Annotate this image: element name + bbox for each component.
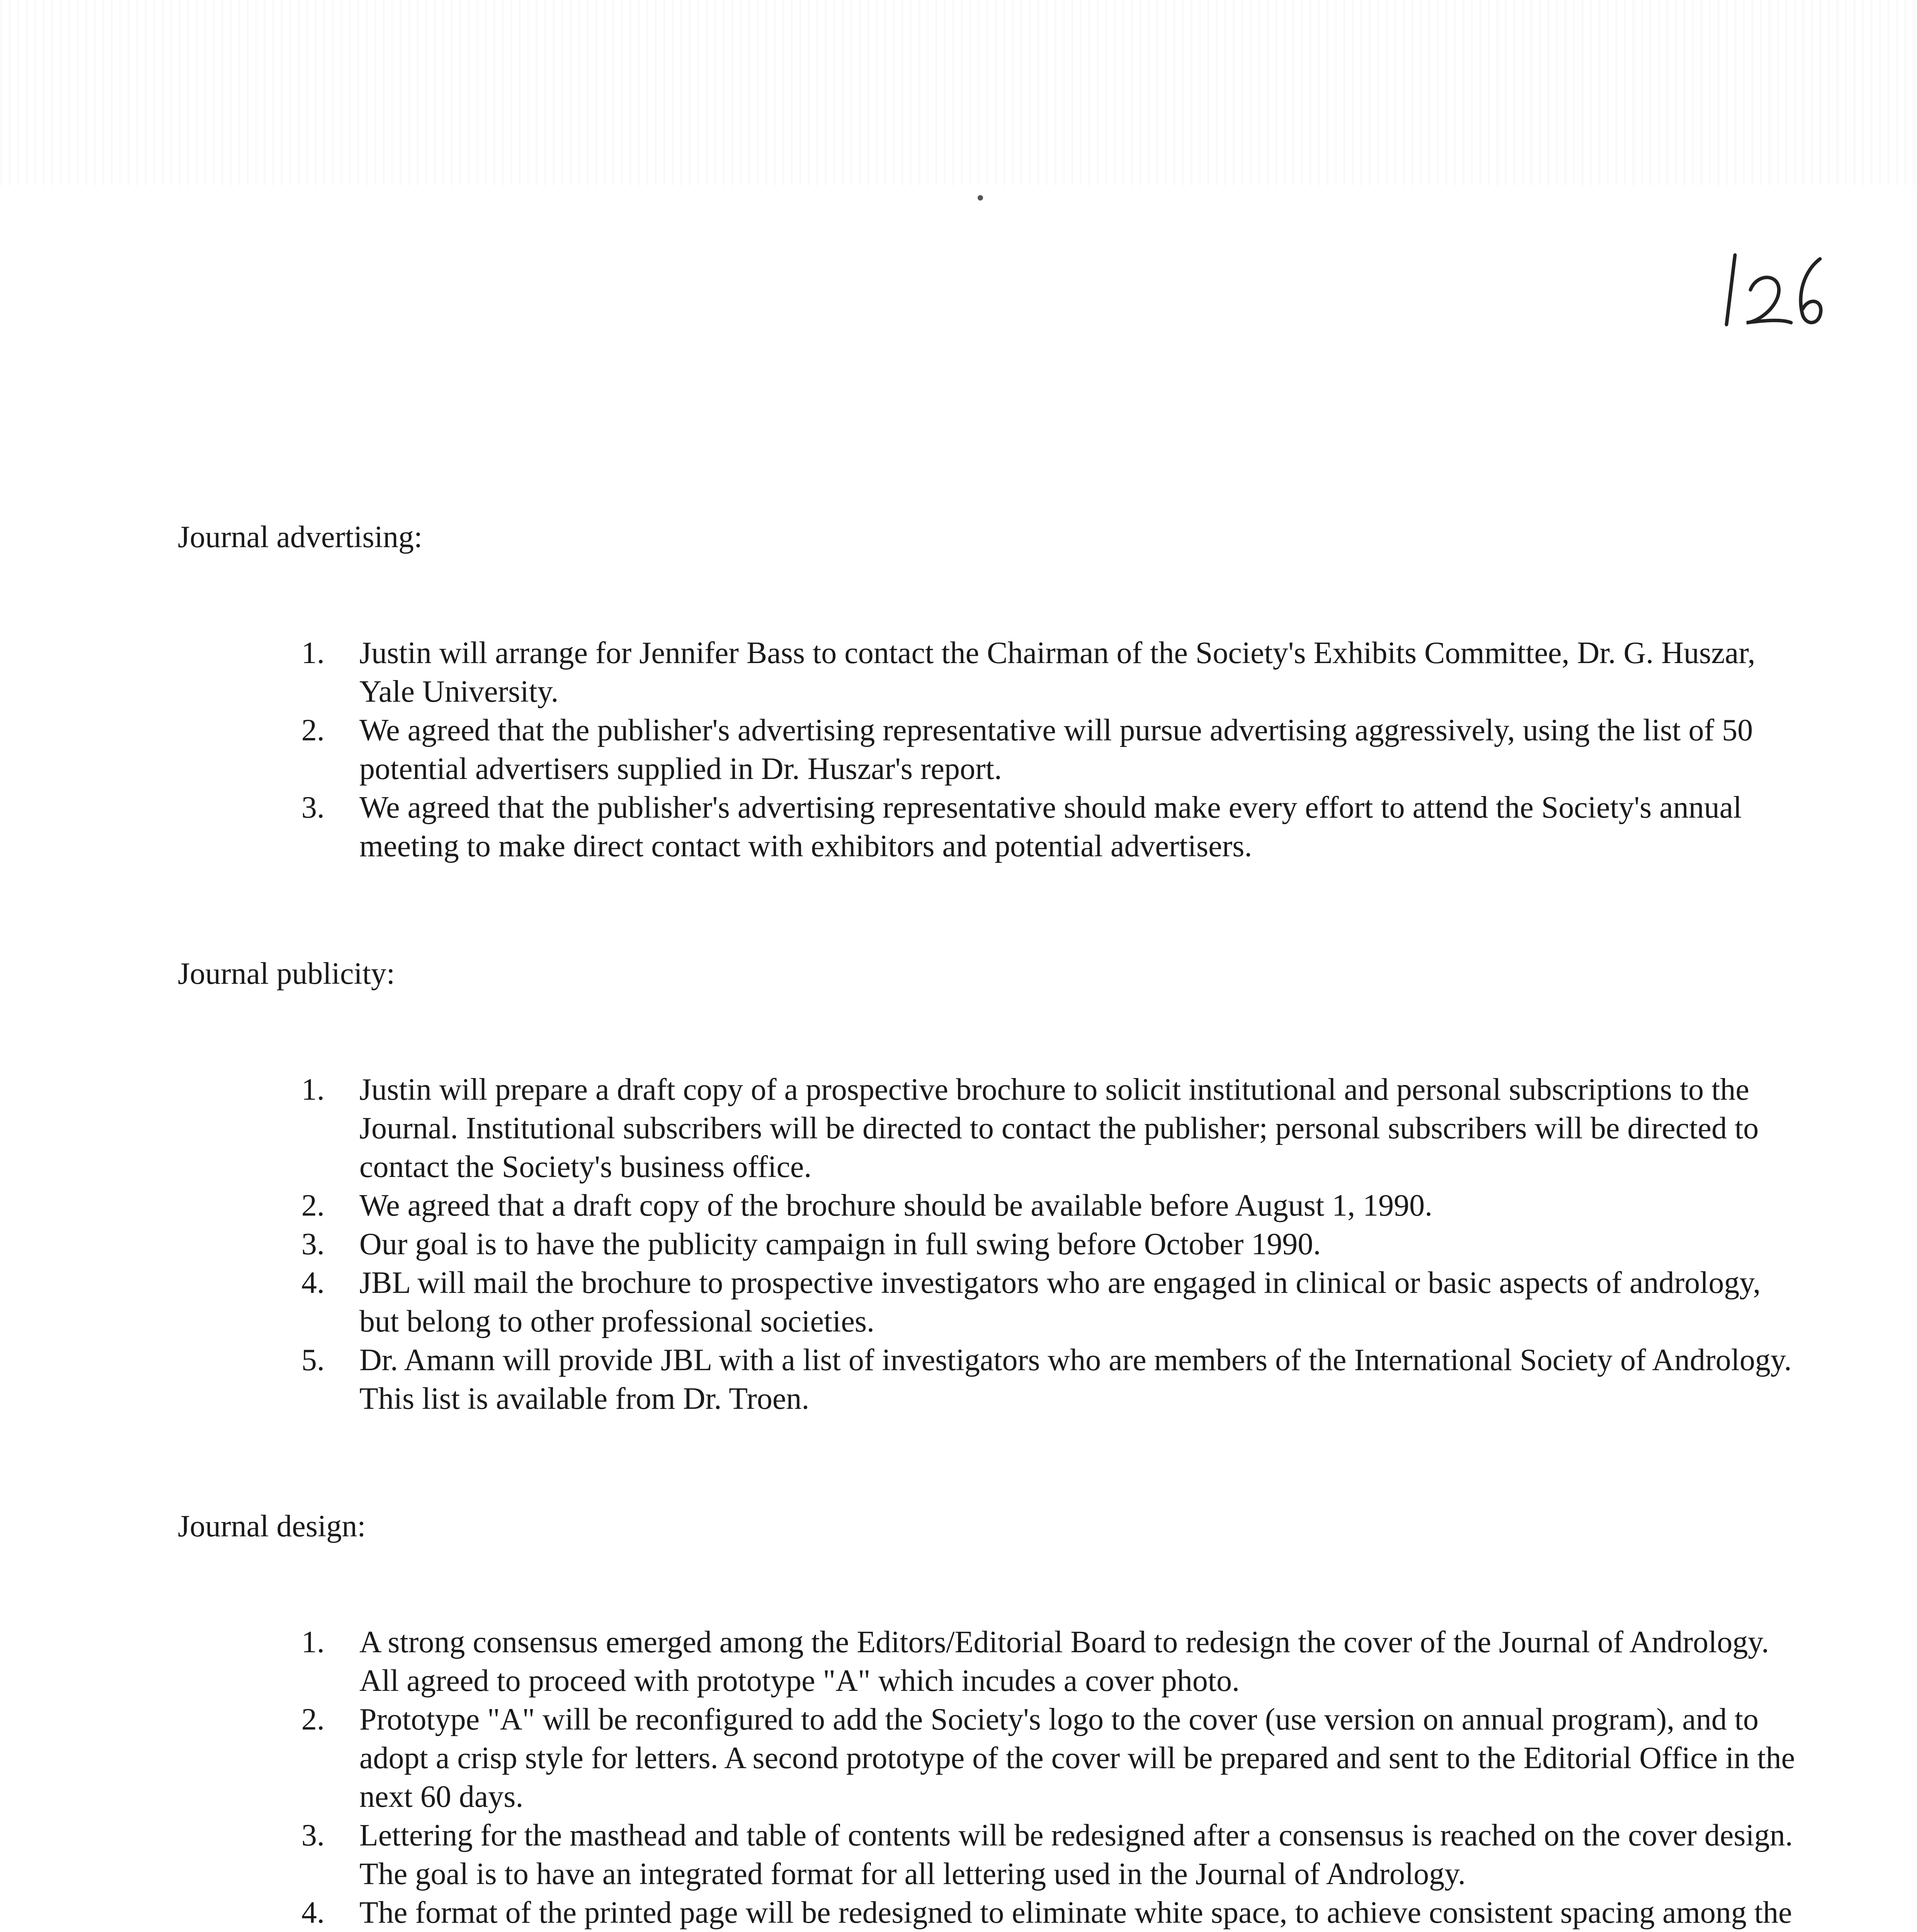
list-item (178, 1341, 1801, 1418)
item-text: Justin will arrange for Jennifer Bass to contact the Chairman of the Society's Exhibits Committee, Dr. G. Huszar, Yale University. (359, 636, 1755, 709)
scan-speck (978, 195, 983, 201)
handwritten-page-number (1723, 247, 1824, 332)
item-text: We agreed that the publisher's advertising representative should make every effort to attend the Society's annual meeting to make direct contact with exhibitors and potential advertisers. (359, 791, 1742, 863)
list-item (178, 1700, 1801, 1816)
list-item (178, 1070, 1801, 1186)
item-text: Lettering for the masthead and table of contents will be redesigned after a consensus is reached on the cover design. The goal is to have an integrated format for all lettering used in the Journal of Andrology. (359, 1818, 1793, 1891)
section-heading: Journal advertising: (178, 520, 423, 554)
item-text: We agreed that a draft copy of the brochure should be available before August 1, 1990. (359, 1189, 1433, 1223)
item-number: 4. (301, 1266, 325, 1300)
section-journal-publicity (178, 954, 1801, 1418)
item-number: 2. (301, 713, 325, 747)
section-heading: Journal publicity: (178, 957, 395, 991)
section-journal-design (178, 1507, 1801, 1932)
list-item (178, 1893, 1801, 1932)
item-number: 3. (301, 1227, 325, 1261)
item-text: Prototype "A" will be reconfigured to add the Society's logo to the cover (use version on annual program), and to adopt a crisp style for letters. A second prototype of the cover will be prepared and sent to the Editorial Office in the next 60 days. (359, 1702, 1795, 1814)
item-text: JBL will mail the brochure to prospective investigators who are engaged in clinical or basic aspects of andrology, but belong to other professional societies. (359, 1266, 1761, 1338)
item-number: 5. (301, 1343, 325, 1377)
item-list (178, 1070, 1801, 1418)
list-item (178, 1225, 1801, 1264)
memo-body (178, 518, 1801, 1932)
item-text: The format of the printed page will be redesigned to eliminate white space, to achieve consistent spacing among the (359, 1896, 1792, 1930)
list-item (178, 1186, 1801, 1225)
section-journal-advertising (178, 518, 1801, 866)
list-item (178, 711, 1801, 788)
item-number: 4. (301, 1896, 325, 1930)
handwritten-page-number-drawing (1723, 247, 1824, 332)
list-item (178, 1623, 1801, 1700)
section-heading: Journal design: (178, 1509, 366, 1543)
item-list (178, 634, 1801, 866)
item-number: 1. (301, 1625, 325, 1659)
list-item (178, 1816, 1801, 1893)
item-text: Our goal is to have the publicity campaign in full swing before October 1990. (359, 1227, 1321, 1261)
list-item (178, 1264, 1801, 1341)
item-text: We agreed that the publisher's advertising representative will pursue advertising aggressively, using the list of 50 potential advertisers supplied in Dr. Huszar's report. (359, 713, 1753, 786)
list-item (178, 634, 1801, 711)
scan-artifact-band (0, 0, 1917, 185)
item-number: 2. (301, 1702, 325, 1736)
list-item (178, 788, 1801, 866)
item-number: 2. (301, 1189, 325, 1223)
item-number: 1. (301, 636, 325, 670)
item-number: 3. (301, 1818, 325, 1852)
item-number: 1. (301, 1073, 325, 1107)
item-list (178, 1623, 1801, 1932)
item-number: 3. (301, 791, 325, 825)
item-text: Justin will prepare a draft copy of a prospective brochure to solicit institutional and personal subscriptions to the Journal. Institutional subscribers will be directed to contact the publisher; personal subscribers will be directed to contact the Society's business office. (359, 1073, 1759, 1184)
item-text: A strong consensus emerged among the Editors/Editorial Board to redesign the cover of the Journal of Andrology. All agreed to proceed with prototype "A" which incudes a cover photo. (359, 1625, 1769, 1698)
item-text: Dr. Amann will provide JBL with a list of investigators who are members of the International Society of Andrology. This list is available from Dr. Troen. (359, 1343, 1792, 1416)
